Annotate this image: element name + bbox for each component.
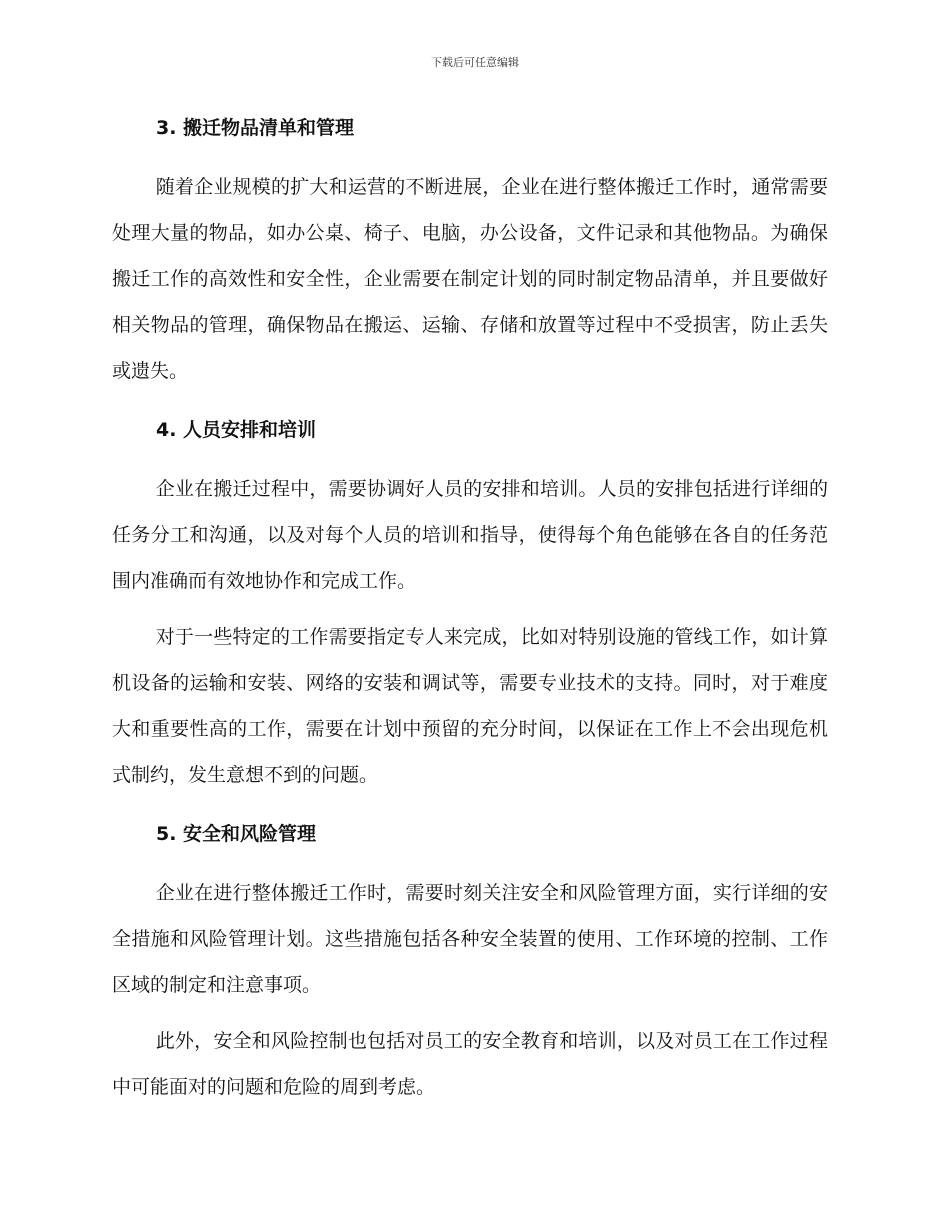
paragraph: 随着企业规模的扩大和运营的不断进展，企业在进行整体搬迁工作时，通常需要处理大量的物品，如办公桌、椅子、电脑，办公设备，文件记录和其他物品。为确保搬迁工作的高效性和安全性，企业需要在制定计划的同时制定物品清单，并且要做好相关物品的管理，确保物品在搬运、运输、存储和放置等过程中不受损害，防止丢失或遗失。: [112, 176, 828, 382]
paragraph: 企业在进行整体搬迁工作时，需要时刻关注安全和风险管理方面，实行详细的安全措施和风险管理计划。这些措施包括各种安全装置的使用、工作环境的控制、工作区域的制定和注意事项。: [112, 882, 828, 996]
paragraph: 此外，安全和风险控制也包括对员工的安全教育和培训，以及对员工在工作过程中可能面对的问题和危险的周到考虑。: [112, 1030, 828, 1098]
paragraph: 对于一些特定的工作需要指定专人来完成，比如对特别设施的管线工作，如计算机设备的运输和安装、网络的安装和调试等，需要专业技术的支持。同时，对于难度大和重要性高的工作，需要在计划中预留的充分时间，以保证在工作上不会出现危机式制约，发生意想不到的问题。: [112, 626, 828, 786]
document-body: [112, 112, 828, 1110]
section-heading-3: 3. 搬迁物品清单和管理: [156, 117, 355, 139]
header-note: 下载后可任意编辑: [431, 56, 519, 69]
paragraph: 企业在搬迁过程中，需要协调好人员的安排和培训。人员的安排包括进行详细的任务分工和沟通，以及对每个人员的培训和指导，使得每个角色能够在各自的任务范围内准确而有效地协作和完成工作。: [112, 478, 828, 592]
section-heading-5: 5. 安全和风险管理: [156, 823, 317, 845]
section-heading-4: 4. 人员安排和培训: [156, 419, 317, 441]
